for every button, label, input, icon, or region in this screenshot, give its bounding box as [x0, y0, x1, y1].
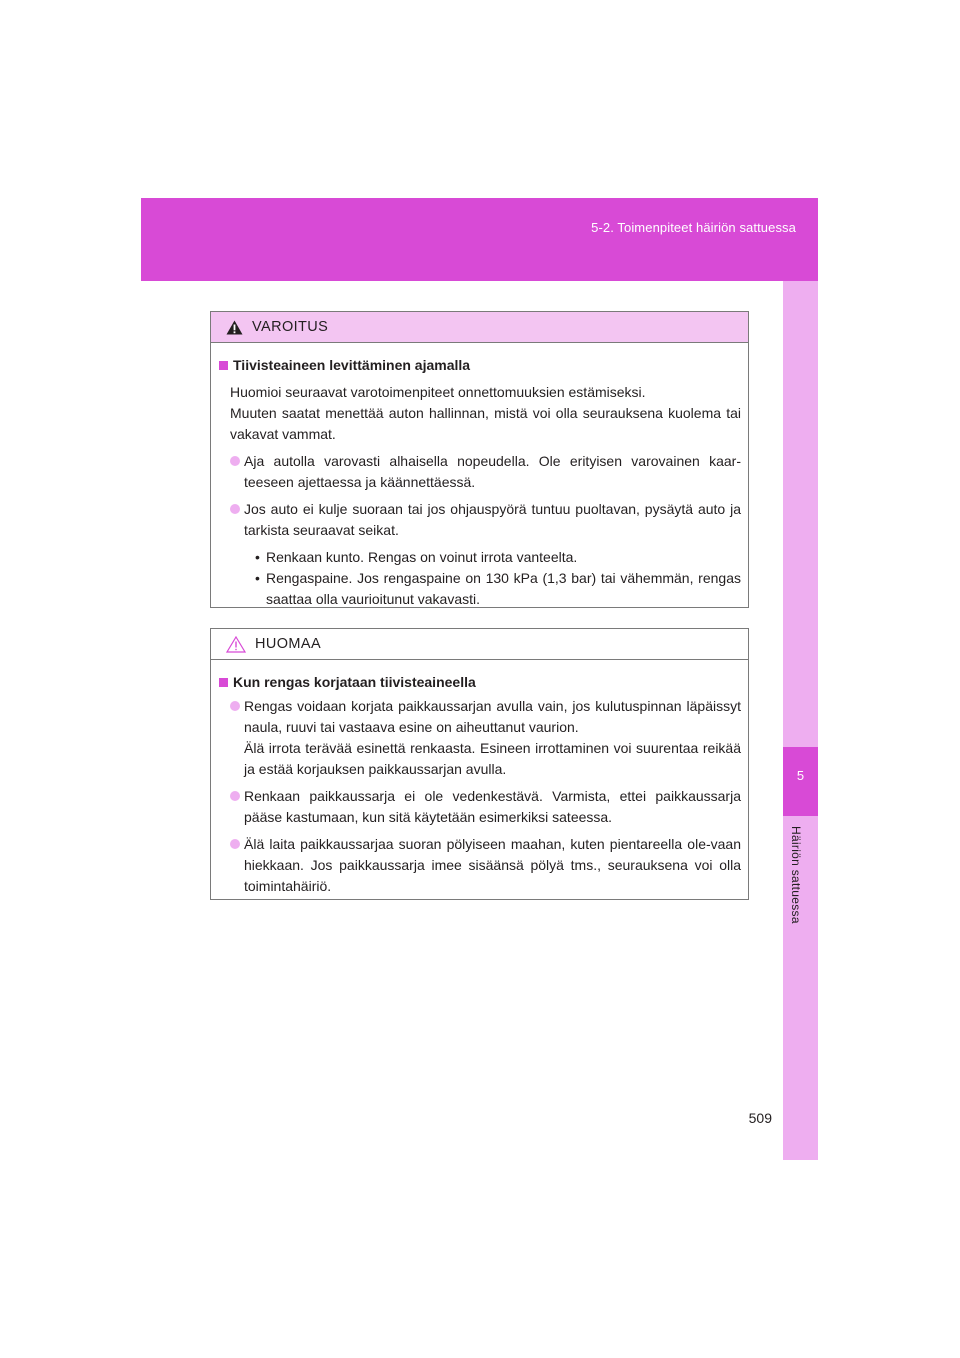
- warning-intro-2: Muuten saatat menettää auton hallinnan, mistä voi olla seurauksena kuolema tai vakavat vammat.: [230, 405, 741, 442]
- square-bullet-icon: [219, 678, 228, 687]
- warning-triangle-icon: [226, 320, 243, 335]
- notice-box: [210, 628, 749, 900]
- notice-title: HUOMAA: [255, 636, 322, 652]
- section-title: 5-2. Toimenpiteet häiriön sattuessa: [591, 220, 796, 235]
- chapter-number: 5: [796, 768, 805, 783]
- notice-bullet-1-line-2: Älä irrota terävää esinettä renkaasta. Esineen irrottaminen voi suurentaa reikää ja estää korjauksen paikkaussarjan avulla.: [244, 740, 741, 777]
- warning-box-header: [211, 312, 748, 343]
- round-bullet-icon: [230, 839, 240, 849]
- caution-outline-triangle-icon: [226, 636, 246, 653]
- chapter-label: Häiriön sattuessa: [789, 826, 803, 924]
- round-bullet-icon: [230, 456, 240, 466]
- small-bullet: •: [255, 570, 260, 586]
- warning-bullet-2: [219, 499, 741, 541]
- warning-sub-bullet-1: [219, 547, 741, 568]
- notice-bullet-3: [219, 834, 741, 897]
- warning-sub-bullet-1-text: Renkaan kunto. Rengas on voinut irrota vanteelta.: [266, 549, 578, 565]
- notice-box-header: [211, 629, 748, 660]
- warning-box: [210, 311, 749, 608]
- section-header-bar: [141, 198, 818, 281]
- warning-bullet-1-text: Aja autolla varovasti alhaisella nopeudella. Ole erityisen varovainen kaar-teeseen ajettaessa ja käännettäessä.: [244, 453, 741, 490]
- warning-sub-bullet-2-text: Rengaspaine. Jos rengaspaine on 130 kPa (1,3 bar) tai vähemmän, rengas saattaa olla vaurioitunut vakavasti.: [266, 570, 741, 607]
- warning-intro-1: Huomioi seuraavat varotoimenpiteet onnettomuuksien estämiseksi.: [230, 384, 646, 400]
- warning-body: [211, 343, 748, 610]
- warning-title: VAROITUS: [252, 319, 329, 335]
- notice-bullet-2: [219, 786, 741, 828]
- square-bullet-icon: [219, 361, 228, 370]
- notice-bullet-3-text: Älä laita paikkaussarjaa suoran pölyiseen maahan, kuten pientareella ole-vaan hiekkaan. Jos paikkaussarja imee sisäänsä pölyä tms., seurauksena voi olla toimintahäiriö.: [244, 836, 741, 894]
- warning-sub-bullet-2: [219, 568, 741, 610]
- warning-bullet-1: [219, 451, 741, 493]
- warning-heading: [219, 355, 741, 376]
- warning-heading-text: Tiivisteaineen levittäminen ajamalla: [233, 357, 471, 373]
- small-bullet: •: [255, 549, 260, 565]
- round-bullet-icon: [230, 504, 240, 514]
- notice-bullet-1: [219, 696, 741, 780]
- page-number: 509: [748, 1110, 772, 1126]
- warning-bullet-2-text: Jos auto ei kulje suoraan tai jos ohjauspyörä tuntuu puoltavan, pysäytä auto ja tarkista seuraavat seikat.: [244, 501, 741, 538]
- notice-bullet-2-text: Renkaan paikkaussarja ei ole vedenkestävä. Varmista, ettei paikkaussarja pääse kastumaan, kun sitä käytetään esimerkiksi sateessa.: [244, 788, 741, 825]
- notice-heading: [219, 672, 741, 693]
- round-bullet-icon: [230, 701, 240, 711]
- notice-body: [211, 660, 748, 897]
- notice-heading-text: Kun rengas korjataan tiivisteaineella: [233, 674, 476, 690]
- side-tab-bar: [783, 281, 818, 1160]
- round-bullet-icon: [230, 791, 240, 801]
- notice-bullet-1-line-1: Rengas voidaan korjata paikkaussarjan avulla vain, jos kulutuspinnan läpäissyt naula, ruuvi tai vastaava esine on aiheuttanut vaurion.: [244, 698, 741, 735]
